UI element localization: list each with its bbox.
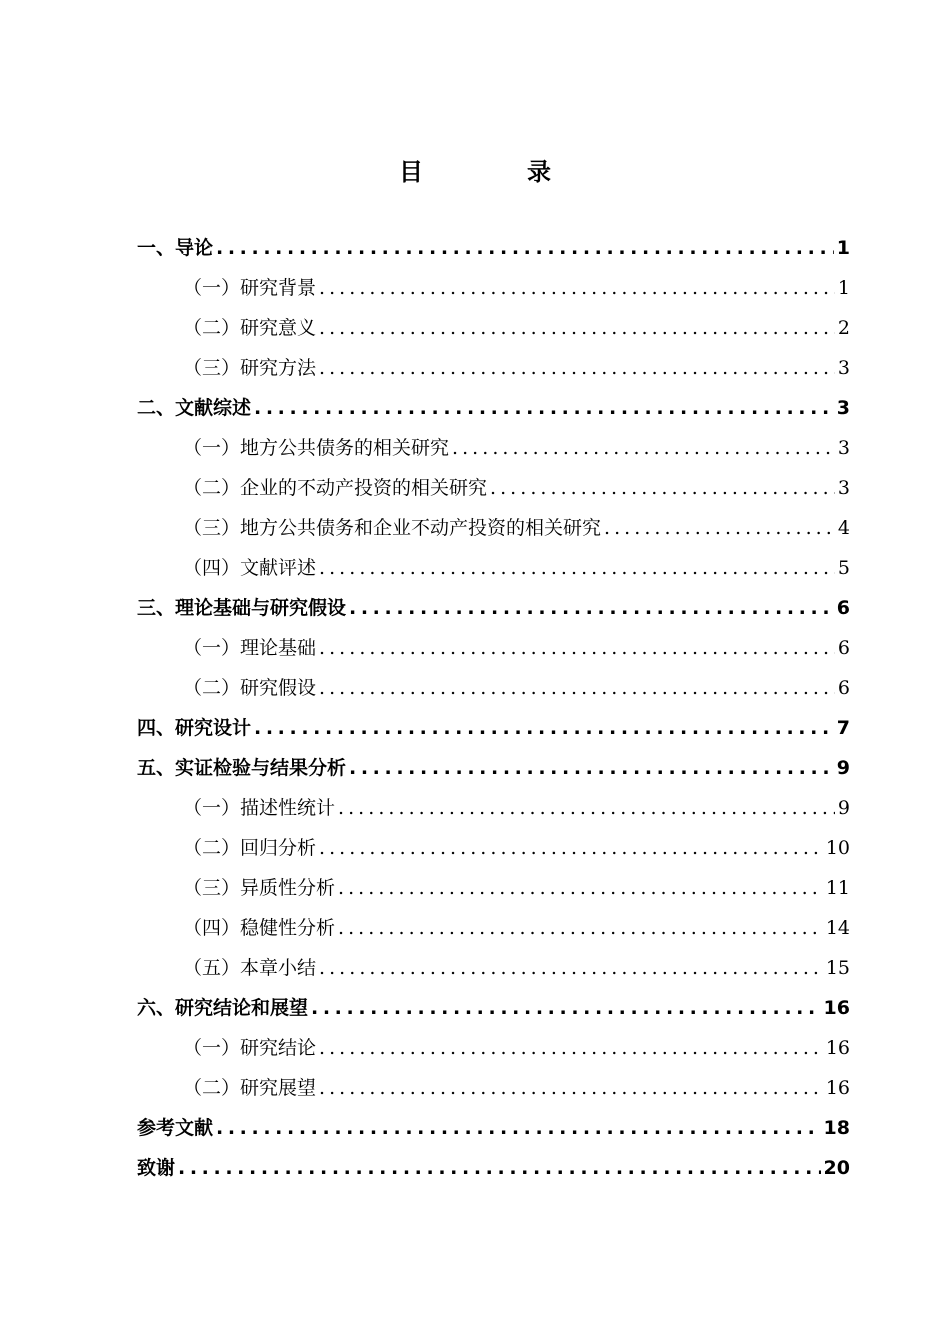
toc-section-entry[interactable] bbox=[137, 868, 850, 908]
toc-entry-title: 参考文献 bbox=[137, 1117, 214, 1139]
toc-dot-leader bbox=[319, 268, 835, 308]
toc-section-entry[interactable] bbox=[137, 1028, 850, 1068]
toc-dot-leader bbox=[311, 988, 821, 1028]
toc-entry-title: （一）研究结论 bbox=[183, 1037, 317, 1059]
toc-page-number: 16 bbox=[823, 997, 850, 1019]
toc-dot-leader bbox=[319, 1068, 823, 1108]
toc-page-number: 16 bbox=[825, 1077, 850, 1099]
toc-dot-leader bbox=[178, 1148, 821, 1188]
toc-page-number: 16 bbox=[825, 1037, 850, 1059]
toc-entry-title: 致谢 bbox=[137, 1157, 176, 1179]
toc-entry-title: （二）回归分析 bbox=[183, 837, 317, 859]
toc-chapter-entry[interactable] bbox=[137, 1108, 850, 1148]
toc-entry-title: （四）稳健性分析 bbox=[183, 917, 336, 939]
toc-entry-title: （三）异质性分析 bbox=[183, 877, 336, 899]
toc-page-number: 7 bbox=[836, 717, 850, 739]
toc-page-number: 15 bbox=[825, 957, 850, 979]
toc-dot-leader bbox=[604, 508, 835, 548]
toc-entry-title: （一）地方公共债务的相关研究 bbox=[183, 437, 450, 459]
toc-dot-leader bbox=[349, 748, 834, 788]
toc-dot-leader bbox=[254, 388, 834, 428]
table-of-contents bbox=[137, 228, 850, 1188]
toc-chapter-entry[interactable] bbox=[137, 228, 850, 268]
toc-entry-title: （二）研究假设 bbox=[183, 677, 317, 699]
toc-entry-title: 一、导论 bbox=[137, 237, 214, 259]
toc-page-number: 3 bbox=[837, 437, 850, 459]
toc-chapter-entry[interactable] bbox=[137, 708, 850, 748]
toc-entry-title: 四、研究设计 bbox=[137, 717, 252, 739]
toc-entry-title: （一）理论基础 bbox=[183, 637, 317, 659]
toc-entry-title: （三）研究方法 bbox=[183, 357, 317, 379]
toc-section-entry[interactable] bbox=[137, 668, 850, 708]
toc-section-entry[interactable] bbox=[137, 428, 850, 468]
toc-entry-title: 三、理论基础与研究假设 bbox=[137, 597, 347, 619]
toc-page-number: 3 bbox=[837, 357, 850, 379]
toc-entry-title: （二）企业的不动产投资的相关研究 bbox=[183, 477, 488, 499]
toc-chapter-entry[interactable] bbox=[137, 1148, 850, 1188]
toc-page-number: 6 bbox=[837, 677, 850, 699]
toc-chapter-entry[interactable] bbox=[137, 988, 850, 1028]
toc-page-number: 18 bbox=[823, 1117, 850, 1139]
toc-chapter-entry[interactable] bbox=[137, 588, 850, 628]
toc-dot-leader bbox=[349, 588, 834, 628]
toc-page-number: 9 bbox=[836, 757, 850, 779]
toc-section-entry[interactable] bbox=[137, 508, 850, 548]
toc-page-number: 9 bbox=[837, 797, 850, 819]
toc-entry-title: （一）研究背景 bbox=[183, 277, 317, 299]
toc-page-number: 14 bbox=[825, 917, 850, 939]
toc-page-number: 3 bbox=[836, 397, 850, 419]
toc-dot-leader bbox=[338, 788, 835, 828]
toc-entry-title: 六、研究结论和展望 bbox=[137, 997, 309, 1019]
toc-dot-leader bbox=[319, 948, 823, 988]
toc-dot-leader bbox=[452, 428, 835, 468]
toc-page-number: 3 bbox=[837, 477, 850, 499]
toc-section-entry[interactable] bbox=[137, 788, 850, 828]
toc-page-number: 6 bbox=[837, 637, 850, 659]
toc-page-number: 20 bbox=[823, 1157, 850, 1179]
toc-page-number: 11 bbox=[825, 877, 850, 899]
toc-dot-leader bbox=[319, 308, 835, 348]
toc-entry-title: （五）本章小结 bbox=[183, 957, 317, 979]
toc-dot-leader bbox=[319, 668, 835, 708]
toc-entry-title: 二、文献综述 bbox=[137, 397, 252, 419]
toc-section-entry[interactable] bbox=[137, 628, 850, 668]
toc-entry-title: （四）文献评述 bbox=[183, 557, 317, 579]
toc-dot-leader bbox=[216, 1108, 821, 1148]
toc-entry-title: （三）地方公共债务和企业不动产投资的相关研究 bbox=[183, 517, 602, 539]
toc-dot-leader bbox=[319, 348, 835, 388]
toc-entry-title: （一）描述性统计 bbox=[183, 797, 336, 819]
toc-page-number: 5 bbox=[837, 557, 850, 579]
toc-section-entry[interactable] bbox=[137, 908, 850, 948]
toc-section-entry[interactable] bbox=[137, 1068, 850, 1108]
toc-page-number: 2 bbox=[837, 317, 850, 339]
toc-section-entry[interactable] bbox=[137, 308, 850, 348]
toc-dot-leader bbox=[319, 1028, 823, 1068]
toc-dot-leader bbox=[338, 868, 823, 908]
toc-chapter-entry[interactable] bbox=[137, 388, 850, 428]
toc-dot-leader bbox=[216, 228, 834, 268]
toc-dot-leader bbox=[319, 628, 835, 668]
toc-entry-title: （二）研究意义 bbox=[183, 317, 317, 339]
toc-dot-leader bbox=[490, 468, 835, 508]
toc-page-number: 1 bbox=[837, 277, 850, 299]
toc-dot-leader bbox=[338, 908, 823, 948]
toc-title: 目 录 bbox=[399, 158, 591, 186]
toc-page-number: 6 bbox=[836, 597, 850, 619]
toc-dot-leader bbox=[319, 828, 823, 868]
toc-entry-title: （二）研究展望 bbox=[183, 1077, 317, 1099]
toc-section-entry[interactable] bbox=[137, 468, 850, 508]
toc-section-entry[interactable] bbox=[137, 348, 850, 388]
toc-dot-leader bbox=[319, 548, 835, 588]
toc-entry-title: 五、实证检验与结果分析 bbox=[137, 757, 347, 779]
toc-dot-leader bbox=[254, 708, 834, 748]
toc-page-number: 10 bbox=[825, 837, 850, 859]
toc-page-number: 4 bbox=[837, 517, 850, 539]
toc-section-entry[interactable] bbox=[137, 268, 850, 308]
toc-section-entry[interactable] bbox=[137, 948, 850, 988]
toc-chapter-entry[interactable] bbox=[137, 748, 850, 788]
toc-section-entry[interactable] bbox=[137, 548, 850, 588]
toc-page-number: 1 bbox=[836, 237, 850, 259]
toc-section-entry[interactable] bbox=[137, 828, 850, 868]
